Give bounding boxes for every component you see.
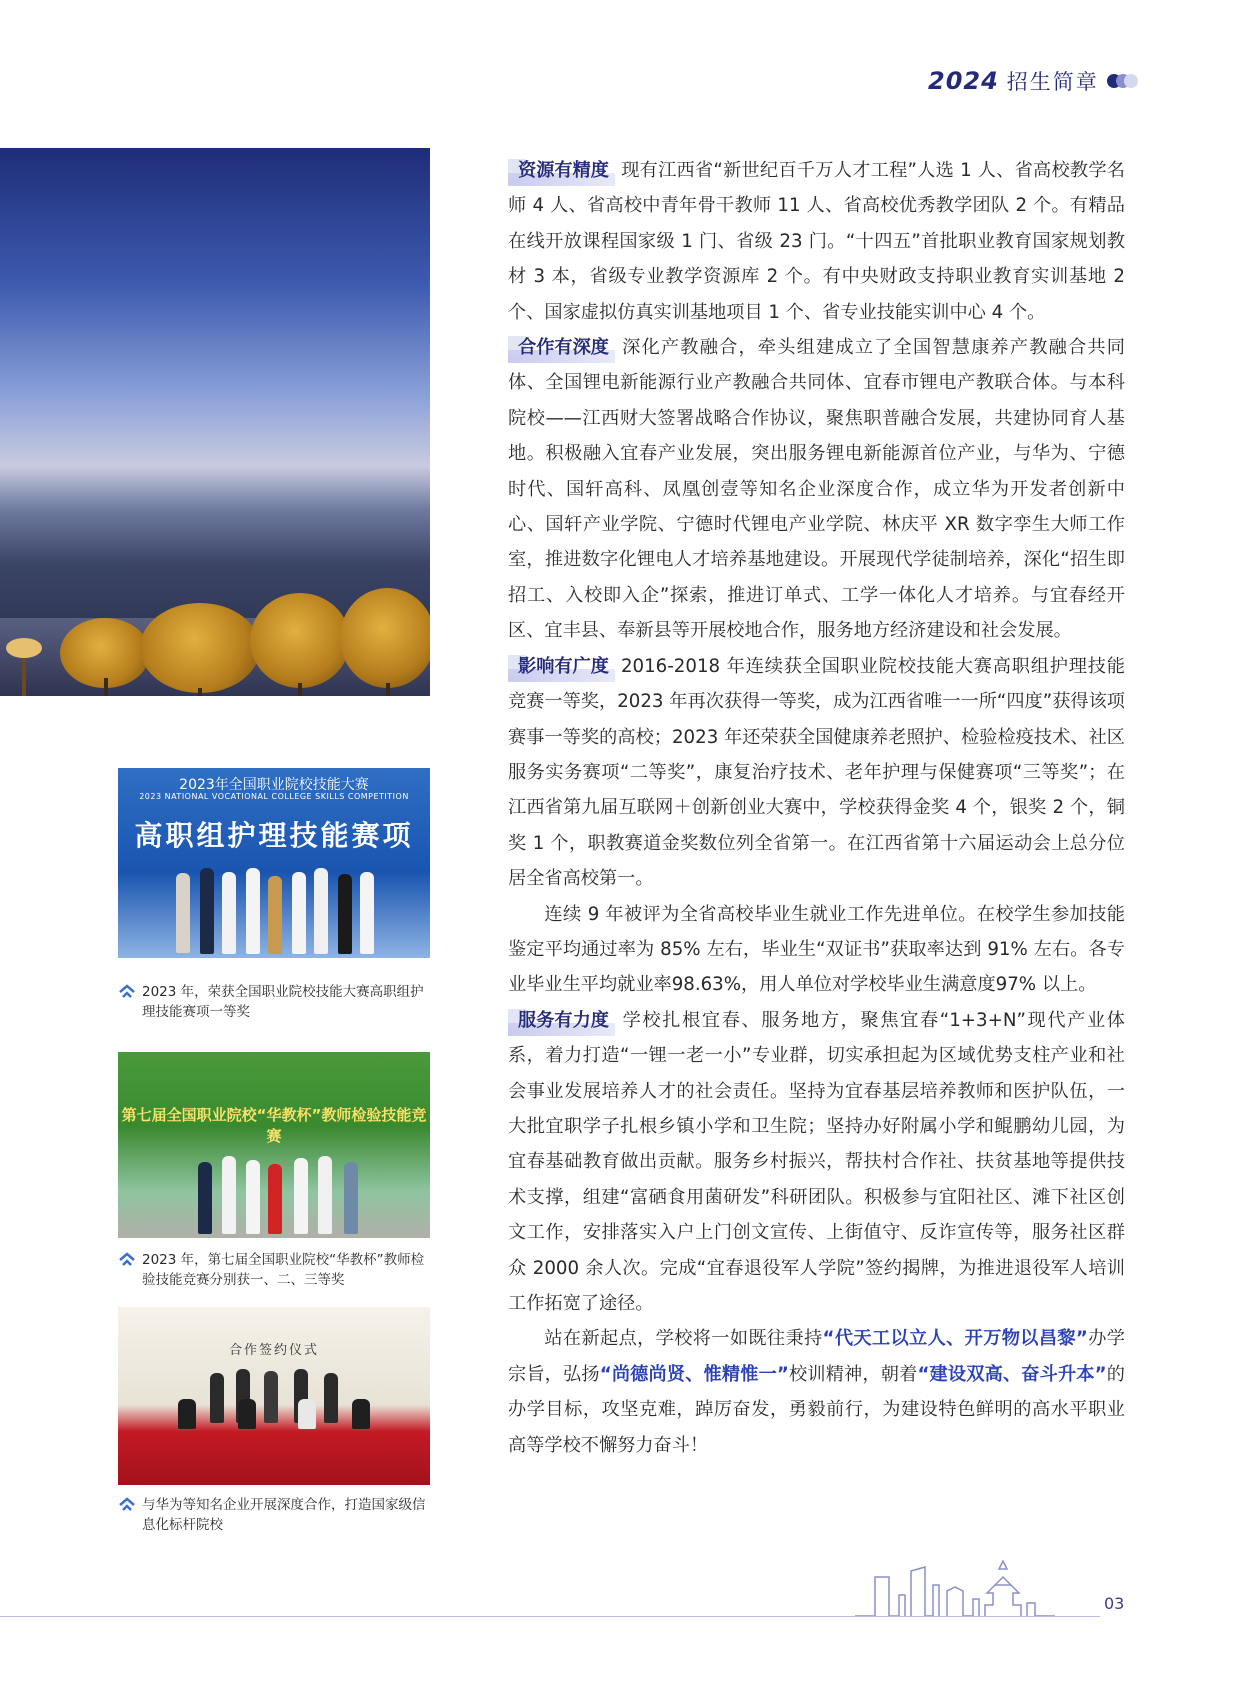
photo-title: 合作签约仪式 [228, 1343, 319, 1358]
section-text: 连续 9 年被评为全省高校毕业生就业工作先进单位。在校学生参加技能鉴定平均通过率为 85% 左右，毕业生“双证书”获取率达到 91% 左右。各专业毕业生平均就业率98.63%，用人单位对学校毕业生满意度97% 以上。 [508, 903, 1125, 996]
section-resources [508, 153, 1125, 330]
photo-banner: 高职组护理技能赛项 [134, 819, 414, 852]
section-service [508, 1003, 1125, 1322]
header-year: 2024 [928, 67, 999, 95]
section-text: 学校扎根宜春、服务地方，聚焦宜春“1+3+N”现代产业体系，着力打造“一锂一老一小”专业群，切实承担起为区域优势支柱产业和社会事业发展培养人才的社会责任。坚持为宜春基层培养教师和医护队伍，一大批宜职学子扎根乡镇小学和卫生院；坚持办好附属小学和鲲鹏幼儿园，为宜春基础教育做出贡献。服务乡村振兴，帮扶村合作社、扶贫基地等提供技术支撑，组建“富硒食用菌研发”科研团队。积极参与宜阳社区、滩下社区创文工作，安排落实入户上门创文宣传、上街值守、反诈宣传等，服务社区群众 2000 余人次。完成“宜春退役军人学院”签约揭牌，为推进退役军人培训工作拓宽了途径。 [508, 1009, 1125, 1314]
header-title: 招生简章 [1006, 70, 1099, 94]
photo-caption: 2023 年，荣获全国职业院校技能大赛高职组护理技能赛项一等奖 [142, 984, 424, 1020]
closing-text: 校训精神，朝着 [788, 1363, 918, 1385]
section-influence [508, 649, 1125, 897]
section-text: 深化产教融合，牵头组建成立了全国智慧康养产教融合共同体、全国锂电新能源行业产教融合共同体、宜春市锂电产教联合体。与本科院校——江西财大签署战略合作协议，聚焦职普融合发展，共建协同育人基地。积极融入宜春产业发展，突出服务锂电新能源首位产业，与华为、宁德时代、国轩高科、凤凰创壹等知名企业深度合作，成立华为开发者创新中心、国轩产业学院、宁德时代锂电产业学院、林庆平 XR 数字孪生大师工作室，推进数字化锂电人才培养基地建设。开展现代学徒制培养，深化“招生即招工、入校即入企”探索，推进订单式、工学一体化人才培养。与宜春经开区、宜丰县、奉新县等开展校地合作，服务地方经济建设和社会发展。 [508, 337, 1125, 642]
school-motto: “代天工以立人、开万物以昌黎” [822, 1328, 1088, 1350]
teacher-competition-photo [118, 1052, 430, 1238]
closing-text: 的办学目标，攻坚克难，踔厉奋发，勇毅前行，为建设特色鲜明的高水平职业高等学校不懈努力奋斗！ [508, 1363, 1125, 1456]
closing-paragraph [508, 1321, 1125, 1463]
header-dots-decoration [1107, 74, 1138, 88]
skyline-decoration [855, 1555, 1095, 1617]
photo-subtitle: 2023 NATIONAL VOCATIONAL COLLEGE SKILLS COMPETITION [139, 792, 409, 801]
closing-text: 站在新起点，学校将一如既往秉持 [544, 1328, 823, 1350]
school-maxim: “尚德尚贤、惟精惟一” [599, 1363, 789, 1385]
section-heading: 资源有精度 [508, 153, 615, 188]
section-text: 现有江西省“新世纪百千万人才工程”人选 1 人、省高校教学名师 4 人、省高校中青年骨干教师 11 人、省高校优秀教学团队 2 个。有精品在线开放课程国家级 1 门、省级 23 门。“十四五”首批职业教育国家规划教材 3 本，省级专业教学资源库 2 个。有中央财政支持职业教育实训基地 2 个、国家虚拟仿真实训基地项目 1 个、省专业技能实训中心 4 个。 [508, 160, 1125, 323]
nursing-competition-photo [118, 768, 430, 958]
signing-ceremony-photo [118, 1307, 430, 1485]
page-number: 03 [1104, 1594, 1125, 1613]
closing-text: 办学宗旨，弘扬 [508, 1328, 1125, 1385]
chevron-up-icon [118, 1495, 136, 1513]
section-heading: 服务有力度 [508, 1003, 615, 1038]
photo-title: 第七届全国职业院校“华教杯”教师检验技能竞赛 [121, 1106, 427, 1145]
photo-title: 2023年全国职业院校技能大赛 [179, 777, 369, 793]
chevron-up-icon [118, 1250, 136, 1268]
campus-photo [0, 148, 430, 696]
school-goal: “建设双高、奋斗升本” [917, 1363, 1107, 1385]
section-cooperation [508, 330, 1125, 649]
photo-caption: 2023 年，第七届全国职业院校“华教杯”教师检验技能竞赛分别获一、二、三等奖 [142, 1252, 425, 1288]
photo-caption: 与华为等知名企业开展深度合作，打造国家级信息化标杆院校 [142, 1497, 426, 1533]
footer-line [0, 1616, 1100, 1617]
section-employment [508, 897, 1125, 1003]
section-text: 2016-2018 年连续获全国职业院校技能大赛高职组护理技能竞赛一等奖，2023 年再次获得一等奖，成为江西省唯一一所“四度”获得该项赛事一等奖的高校；2023 年还荣获全国健康养老照护、检验检疫技术、社区服务实务赛项“二等奖”，康复治疗技术、老年护理与保健赛项“三等奖”；在江西省第九届互联网＋创新创业大赛中，学校获得金奖 4 个，银奖 2 个，铜奖 1 个，职教赛道金奖数位列全省第一。在江西省第十六届运动会上总分位居全省高校第一。 [508, 655, 1125, 890]
section-heading: 合作有深度 [508, 330, 615, 365]
article-body [508, 153, 1125, 1463]
chevron-up-icon [118, 982, 136, 1000]
section-heading: 影响有广度 [508, 649, 615, 684]
page-header [928, 66, 1138, 96]
